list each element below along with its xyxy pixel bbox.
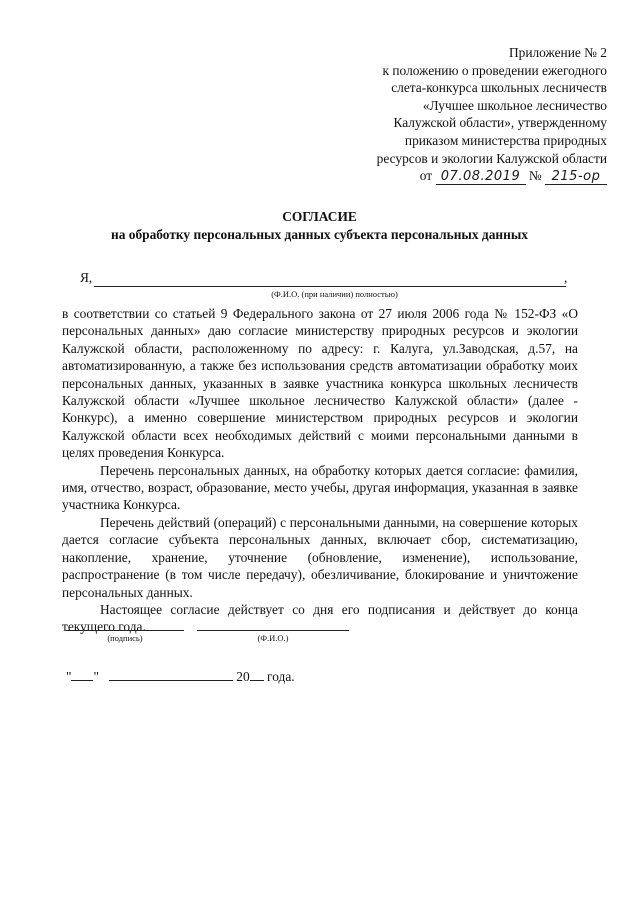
title-main: СОГЛАСИЕ [282, 209, 357, 224]
month-blank [109, 668, 233, 681]
order-line [307, 167, 607, 185]
appendix-header [307, 44, 607, 185]
name-prefix: Я, [80, 270, 93, 285]
name-blank-field [94, 286, 566, 287]
year-blank [250, 668, 264, 681]
body-paragraph: Перечень действий (операций) с персональными данными, на совершение которых дается согласие субъекта персональных данных, включает сбор, систематизацию, накопление, хранение, уточнение (обновление, изменение), использование, распространение (в том числе передачу), обезличивание, блокирование и уничтожение персональных данных. [62, 514, 578, 600]
order-from-label: от [419, 168, 433, 184]
year-suffix: года. [267, 669, 295, 684]
header-line: приказом министерства природных [404, 132, 607, 148]
date-field-row [66, 668, 295, 685]
signature-caption: (подпись) [107, 633, 143, 643]
document-title [0, 208, 639, 243]
signer-name-caption: (Ф.И.О.) [257, 633, 289, 643]
quote-open: " [66, 669, 72, 684]
title-sub: на обработку персональных данных субъекта персональных данных [111, 226, 528, 242]
body-paragraph: в соответствии со статьей 9 Федерального закона от 27 июля 2006 года № 152-ФЗ «О персональных данных» даю согласие министерству природных ресурсов и экологии Калужской области, расположенному по адресу: г. Калуга, ул.Заводская, д.57, на автоматизированную, а также без использования средств автоматизации обработку моих персональных данных, указанных в заявке участника конкурса школьных лесничеств Калужской области «Лучшее школьное лесничество Калужской области» (далее - Конкурс), а именно совершение министерством природных ресурсов и экологии Калужской области всех необходимых действий с моими персональными данными в целях проведения Конкурса. [62, 306, 578, 461]
header-line: Приложение № 2 [508, 45, 607, 60]
header-line: слета-конкурса школьных лесничеств [391, 80, 607, 96]
header-line: ресурсов и экологии Калужской области [376, 150, 607, 166]
day-blank [71, 668, 93, 681]
order-number-label: № [528, 168, 542, 184]
name-field-caption: (Ф.И.О. (при наличии) полностью) [271, 289, 398, 299]
header-line: к положению о проведении ежегодного [382, 62, 607, 78]
name-field-line [80, 270, 580, 290]
order-date-handwritten: 07.08.2019 [436, 170, 526, 185]
signature-field [66, 630, 184, 643]
body-paragraph: Настоящее согласие действует со дня его подписания и действует до конца текущего года. [62, 601, 578, 635]
order-number-handwritten: 215-ор [545, 170, 607, 185]
name-suffix: , [564, 270, 568, 285]
body-paragraph: Перечень персональных данных, на обработку которых дается согласие: фамилия, имя, отчество, возраст, образование, место учебы, другая информация, указанная в заявке участника Конкурса. [62, 462, 578, 513]
consent-body [62, 305, 578, 636]
header-line: «Лучшее школьное лесничество [422, 97, 607, 113]
signer-name-field [197, 630, 349, 643]
year-century: 20 [236, 669, 250, 684]
header-line: Калужской области», утвержденному [393, 115, 607, 131]
quote-close: " [93, 669, 99, 684]
